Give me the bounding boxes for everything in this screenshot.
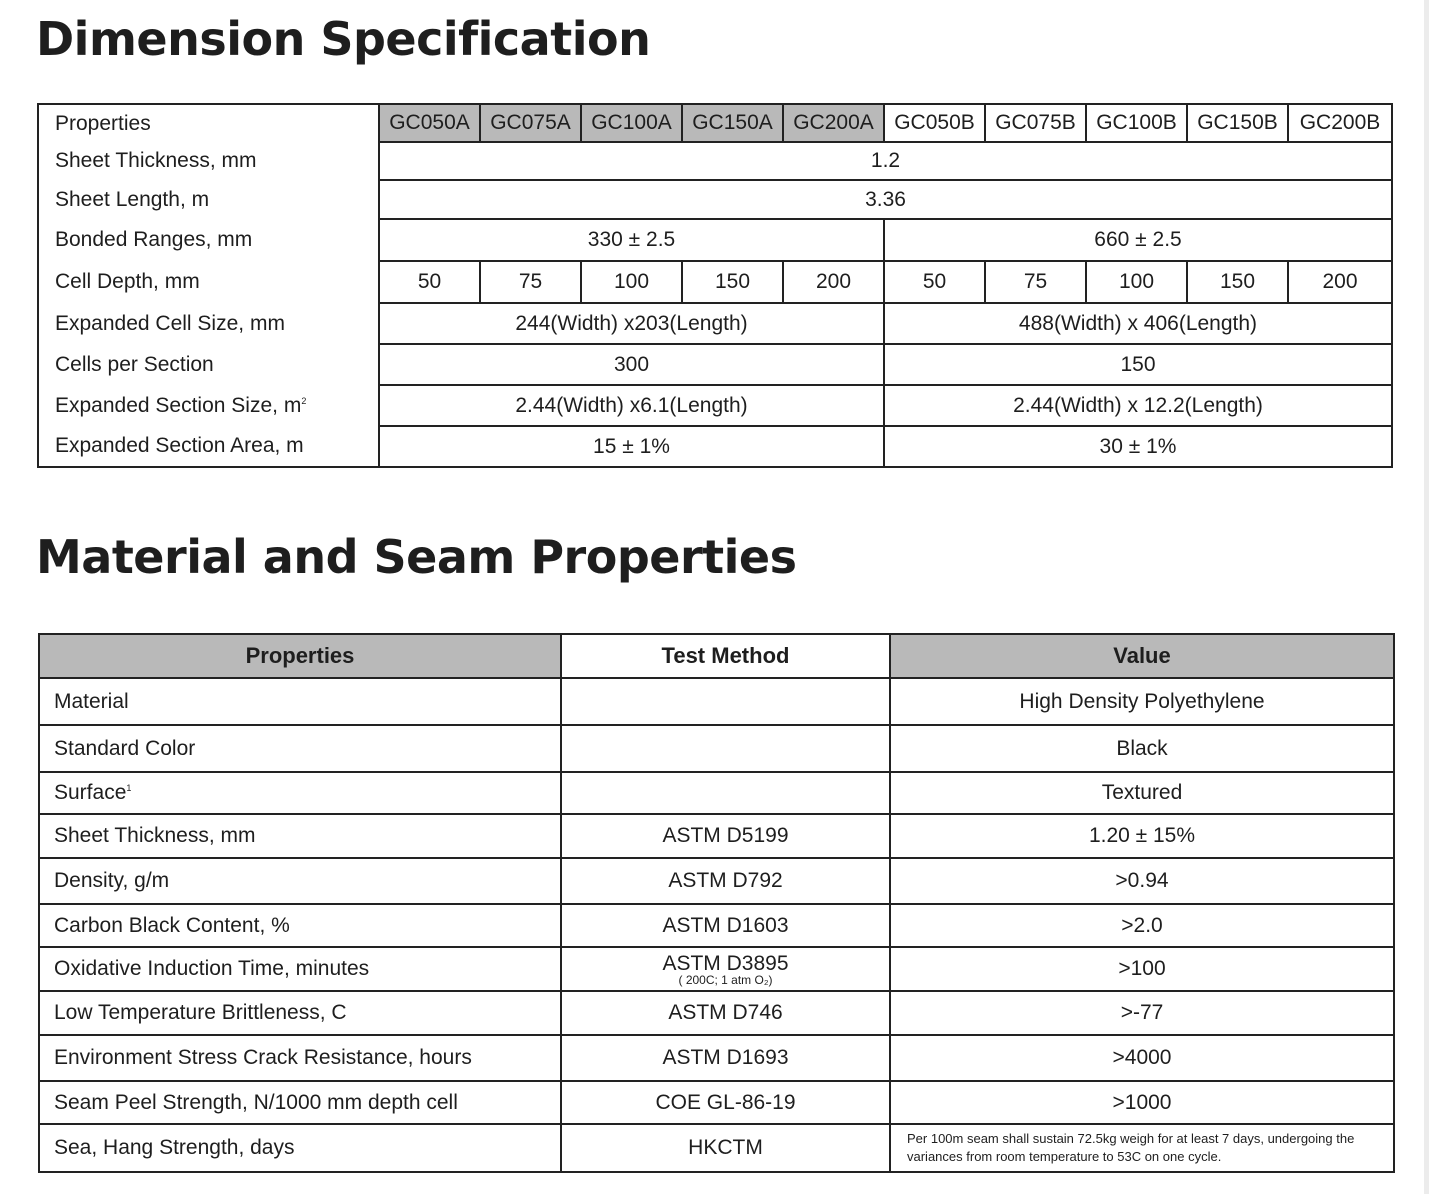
cell-depth-value: 150 (682, 261, 783, 303)
row-label: Expanded Cell Size, mm (38, 303, 379, 344)
property-value: High Density Polyethylene (890, 678, 1394, 725)
bonded-ranges-row (38, 219, 1392, 261)
model-header: GC075A (480, 104, 581, 142)
expanded-section-area-row (38, 426, 1392, 467)
row-label: Cells per Section (38, 344, 379, 385)
expanded-section-size-row (38, 385, 1392, 426)
material-header-row (39, 634, 1394, 678)
sheet-length-row (38, 180, 1392, 219)
models-header-row (38, 104, 1392, 142)
property-value: Textured (890, 772, 1394, 814)
table-row (39, 1124, 1394, 1172)
property-value: >0.94 (890, 858, 1394, 904)
property-name: Carbon Black Content, % (39, 904, 561, 947)
row-label: Cell Depth, mm (38, 261, 379, 303)
footnote-marker: 1 (126, 783, 132, 793)
page-edge-shadow (1424, 0, 1429, 1194)
property-value: Black (890, 725, 1394, 772)
row-value-a: 244(Width) x203(Length) (379, 303, 884, 344)
test-method: ASTM D1693 (561, 1035, 890, 1081)
row-value-a: 330 ± 2.5 (379, 219, 884, 261)
test-method: ASTM D1603 (561, 904, 890, 947)
row-value-a: 300 (379, 344, 884, 385)
table-row (39, 678, 1394, 725)
property-name: Oxidative Induction Time, minutes (39, 947, 561, 991)
cell-depth-value: 150 (1187, 261, 1288, 303)
property-value: >100 (890, 947, 1394, 991)
cell-depth-value: 100 (581, 261, 682, 303)
property-name (39, 772, 561, 814)
cell-depth-value: 100 (1086, 261, 1187, 303)
row-value-b: 150 (884, 344, 1392, 385)
test-method-header: Test Method (561, 634, 890, 678)
material-properties-table (38, 633, 1395, 1173)
model-header: GC100A (581, 104, 682, 142)
table-row (39, 858, 1394, 904)
row-label: Sheet Length, m (38, 180, 379, 219)
row-value: 3.36 (379, 180, 1392, 219)
row-label: Sheet Thickness, mm (38, 142, 379, 180)
cell-depth-value: 200 (1288, 261, 1392, 303)
model-header: GC200B (1288, 104, 1392, 142)
row-value-b: 488(Width) x 406(Length) (884, 303, 1392, 344)
expanded-cell-size-row (38, 303, 1392, 344)
table-row (39, 772, 1394, 814)
property-name: Sea, Hang Strength, days (39, 1124, 561, 1172)
cells-per-section-row (38, 344, 1392, 385)
test-method (561, 725, 890, 772)
material-seam-title: Material and Seam Properties (36, 530, 797, 584)
model-header: GC100B (1086, 104, 1187, 142)
dimension-spec-title: Dimension Specification (36, 12, 651, 66)
property-name: Density, g/m (39, 858, 561, 904)
model-header: GC200A (783, 104, 884, 142)
property-name: Low Temperature Brittleness, C (39, 991, 561, 1035)
cell-depth-value: 75 (985, 261, 1086, 303)
test-method (561, 678, 890, 725)
property-name: Material (39, 678, 561, 725)
model-header: GC150B (1187, 104, 1288, 142)
property-name-text: Surface (54, 781, 127, 804)
row-value-a: 2.44(Width) x6.1(Length) (379, 385, 884, 426)
row-value-b: 30 ± 1% (884, 426, 1392, 467)
property-value: >-77 (890, 991, 1394, 1035)
property-value: >1000 (890, 1081, 1394, 1124)
cell-depth-value: 50 (884, 261, 985, 303)
property-name: Environment Stress Crack Resistance, hours (39, 1035, 561, 1081)
superscript: 2 (301, 395, 307, 406)
properties-header: Properties (39, 634, 561, 678)
table-row (39, 1081, 1394, 1124)
row-label (38, 385, 379, 426)
cell-depth-row (38, 261, 1392, 303)
cell-depth-value: 200 (783, 261, 884, 303)
row-label: Expanded Section Area, m (38, 426, 379, 467)
test-method: ASTM D5199 (561, 814, 890, 858)
property-name: Seam Peel Strength, N/1000 mm depth cell (39, 1081, 561, 1124)
test-method: COE GL-86-19 (561, 1081, 890, 1124)
cell-depth-value: 75 (480, 261, 581, 303)
row-label: Bonded Ranges, mm (38, 219, 379, 261)
row-value-a: 15 ± 1% (379, 426, 884, 467)
property-value: >2.0 (890, 904, 1394, 947)
model-header: GC075B (985, 104, 1086, 142)
table-row (39, 947, 1394, 991)
table-row (39, 725, 1394, 772)
property-name: Standard Color (39, 725, 561, 772)
model-header: GC150A (682, 104, 783, 142)
properties-header-label: Properties (38, 104, 379, 142)
property-value: 1.20 ± 15% (890, 814, 1394, 858)
table-row (39, 904, 1394, 947)
row-label-text: Expanded Section Size, m (55, 393, 302, 417)
row-value: 1.2 (379, 142, 1392, 180)
test-method-note: ( 200C; 1 atm O₂) (678, 973, 773, 987)
model-header: GC050A (379, 104, 480, 142)
property-value: >4000 (890, 1035, 1394, 1081)
property-name: Sheet Thickness, mm (39, 814, 561, 858)
model-header: GC050B (884, 104, 985, 142)
row-value-b: 660 ± 2.5 (884, 219, 1392, 261)
table-row (39, 991, 1394, 1035)
property-value: Per 100m seam shall sustain 72.5kg weigh for at least 7 days, undergoing the variances from room temperature to 53C on one cycle. (890, 1124, 1394, 1172)
test-method: HKCTM (561, 1124, 890, 1172)
test-method: ASTM D746 (561, 991, 890, 1035)
test-method (561, 772, 890, 814)
table-row (39, 814, 1394, 858)
test-method (561, 947, 890, 991)
row-value-b: 2.44(Width) x 12.2(Length) (884, 385, 1392, 426)
sheet-thickness-row (38, 142, 1392, 180)
cell-depth-value: 50 (379, 261, 480, 303)
test-method-text: ASTM D3895 (662, 952, 789, 975)
value-header: Value (890, 634, 1394, 678)
dimension-spec-table (37, 103, 1393, 468)
table-row (39, 1035, 1394, 1081)
test-method: ASTM D792 (561, 858, 890, 904)
